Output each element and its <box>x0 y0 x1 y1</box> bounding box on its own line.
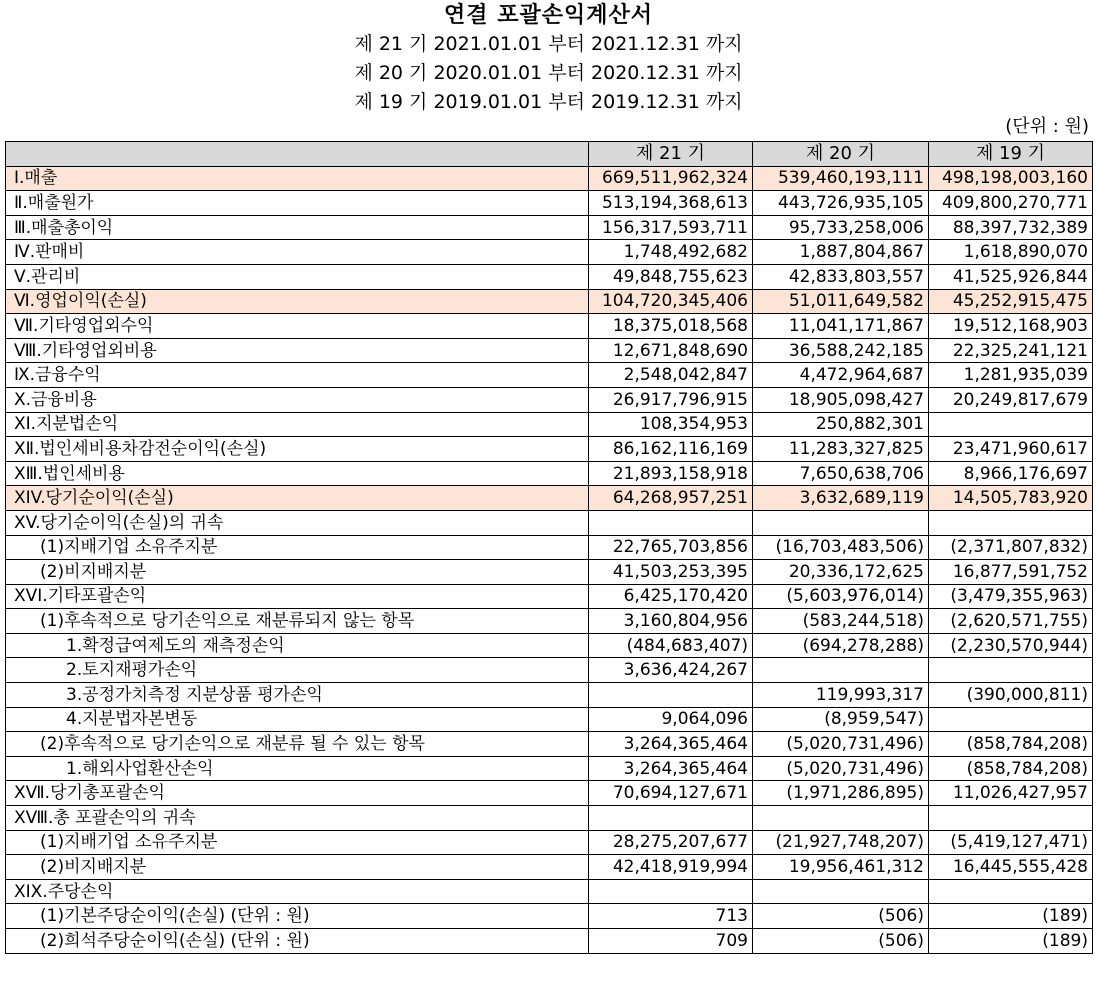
row-label: Ⅴ.관리비 <box>6 264 589 289</box>
table-row <box>6 806 1093 831</box>
table-row <box>6 437 1093 462</box>
row-value-21: 12,671,848,690 <box>589 338 753 363</box>
row-label: 1.확정급여제도의 재측정손익 <box>6 633 589 658</box>
row-label: (2)희석주당순이익(손실) (단위 : 원) <box>6 929 589 954</box>
table-body <box>6 166 1093 953</box>
row-value-20: 119,993,317 <box>753 683 929 708</box>
row-value-20: (8,959,547) <box>753 707 929 732</box>
table-row <box>6 879 1093 904</box>
row-label: 3.공정가치측정 지분상품 평가손익 <box>6 683 589 708</box>
row-value-20 <box>753 510 929 535</box>
row-label: (2)비지배지분 <box>6 560 589 585</box>
row-label: Ⅶ.기타영업외수익 <box>6 314 589 339</box>
row-value-19: 22,325,241,121 <box>929 338 1093 363</box>
table-row <box>6 732 1093 757</box>
row-value-21: 6,425,170,420 <box>589 584 753 609</box>
row-label: Ⅹ.금융비용 <box>6 387 589 412</box>
row-value-19: 23,471,960,617 <box>929 437 1093 462</box>
row-value-21: 513,194,368,613 <box>589 191 753 216</box>
table-row <box>6 756 1093 781</box>
row-value-19: 11,026,427,957 <box>929 781 1093 806</box>
row-value-20: 250,882,301 <box>753 412 929 437</box>
table-row <box>6 609 1093 634</box>
row-value-21: 49,848,755,623 <box>589 264 753 289</box>
row-value-21: 3,636,424,267 <box>589 658 753 683</box>
row-value-20: 443,726,935,105 <box>753 191 929 216</box>
row-value-19: 20,249,817,679 <box>929 387 1093 412</box>
row-label: (1)지배기업 소유주지분 <box>6 830 589 855</box>
row-value-21: 156,317,593,711 <box>589 215 753 240</box>
table-row <box>6 486 1093 511</box>
row-value-20: 18,905,098,427 <box>753 387 929 412</box>
row-label: Ⅱ.매출원가 <box>6 191 589 216</box>
row-value-21: 713 <box>589 904 753 929</box>
row-value-19: 19,512,168,903 <box>929 314 1093 339</box>
table-row <box>6 363 1093 388</box>
row-value-20: 11,041,171,867 <box>753 314 929 339</box>
table-row <box>6 855 1093 880</box>
row-value-19 <box>929 707 1093 732</box>
row-value-20 <box>753 658 929 683</box>
row-value-21: 86,162,116,169 <box>589 437 753 462</box>
row-value-21: 2,548,042,847 <box>589 363 753 388</box>
row-label: 1.해외사업환산손익 <box>6 756 589 781</box>
row-value-21: 9,064,096 <box>589 707 753 732</box>
table-row <box>6 510 1093 535</box>
row-value-21: 669,511,962,324 <box>589 166 753 191</box>
row-value-20: 42,833,803,557 <box>753 264 929 289</box>
table-row <box>6 683 1093 708</box>
row-value-19: (858,784,208) <box>929 756 1093 781</box>
row-label: XⅧ.총 포괄손익의 귀속 <box>6 806 589 831</box>
row-label: 2.토지재평가손익 <box>6 658 589 683</box>
row-value-20: (21,927,748,207) <box>753 830 929 855</box>
table-row <box>6 412 1093 437</box>
row-label: (2)후속적으로 당기손익으로 재분류 될 수 있는 항목 <box>6 732 589 757</box>
row-value-19: 1,281,935,039 <box>929 363 1093 388</box>
period-line-21: 제 21 기 2021.01.01 부터 2021.12.31 까지 <box>354 33 743 55</box>
row-value-21 <box>589 806 753 831</box>
row-value-21: 3,160,804,956 <box>589 609 753 634</box>
table-row <box>6 830 1093 855</box>
row-value-20 <box>753 879 929 904</box>
row-value-19 <box>929 806 1093 831</box>
statement-header <box>0 0 1097 117</box>
row-value-19: (2,230,570,944) <box>929 633 1093 658</box>
row-label: XⅢ.법인세비용 <box>6 461 589 486</box>
row-value-19 <box>929 658 1093 683</box>
period-line-20: 제 20 기 2020.01.01 부터 2020.12.31 까지 <box>354 62 743 84</box>
row-label: XⅦ.당기총포괄손익 <box>6 781 589 806</box>
table-row <box>6 633 1093 658</box>
row-value-21: 108,354,953 <box>589 412 753 437</box>
table-row <box>6 707 1093 732</box>
row-value-20: 36,588,242,185 <box>753 338 929 363</box>
row-value-20: (583,244,518) <box>753 609 929 634</box>
row-value-21: 3,264,365,464 <box>589 756 753 781</box>
row-label: (1)지배기업 소유주지분 <box>6 535 589 560</box>
row-value-19: (2,371,807,832) <box>929 535 1093 560</box>
row-value-20: 51,011,649,582 <box>753 289 929 314</box>
row-value-20: (506) <box>753 929 929 954</box>
period-line-19: 제 19 기 2019.01.01 부터 2019.12.31 까지 <box>354 91 743 113</box>
row-value-19: 45,252,915,475 <box>929 289 1093 314</box>
row-value-19: 16,877,591,752 <box>929 560 1093 585</box>
row-value-20: (16,703,483,506) <box>753 535 929 560</box>
row-value-21: 22,765,703,856 <box>589 535 753 560</box>
row-value-20: (5,603,976,014) <box>753 584 929 609</box>
row-label: XⅡ.법인세비용차감전순이익(손실) <box>6 437 589 462</box>
unit-label: (단위 : 원) <box>1005 116 1089 137</box>
row-value-19 <box>929 412 1093 437</box>
table-row <box>6 658 1093 683</box>
row-label: Ⅷ.기타영업외비용 <box>6 338 589 363</box>
row-value-21: 28,275,207,677 <box>589 830 753 855</box>
row-value-19: 8,966,176,697 <box>929 461 1093 486</box>
row-value-20: (694,278,288) <box>753 633 929 658</box>
income-statement-table <box>5 141 1093 954</box>
row-value-19: (189) <box>929 904 1093 929</box>
row-value-19: 41,525,926,844 <box>929 264 1093 289</box>
row-label: XIV.당기순이익(손실) <box>6 486 589 511</box>
row-value-19: (858,784,208) <box>929 732 1093 757</box>
row-value-20: 19,956,461,312 <box>753 855 929 880</box>
row-value-19: (390,000,811) <box>929 683 1093 708</box>
row-value-21: 70,694,127,671 <box>589 781 753 806</box>
row-label: Ⅲ.매출총이익 <box>6 215 589 240</box>
row-value-19: 16,445,555,428 <box>929 855 1093 880</box>
table-row <box>6 781 1093 806</box>
row-value-20: 3,632,689,119 <box>753 486 929 511</box>
row-value-20 <box>753 806 929 831</box>
row-label: (1)기본주당순이익(손실) (단위 : 원) <box>6 904 589 929</box>
header-cell-19: 제 19 기 <box>929 142 1093 167</box>
row-label: Ⅰ.매출 <box>6 166 589 191</box>
row-value-19: (3,479,355,963) <box>929 584 1093 609</box>
row-value-19: (189) <box>929 929 1093 954</box>
row-value-20: (506) <box>753 904 929 929</box>
table-row <box>6 240 1093 265</box>
row-value-19 <box>929 879 1093 904</box>
row-label: Ⅸ.금융수익 <box>6 363 589 388</box>
table-row <box>6 289 1093 314</box>
row-value-19: (2,620,571,755) <box>929 609 1093 634</box>
table-row <box>6 904 1093 929</box>
statement-title: 연결 포괄손익계산서 <box>444 3 653 28</box>
row-label: XIX.주당손익 <box>6 879 589 904</box>
row-label: (2)비지배지분 <box>6 855 589 880</box>
row-value-19: 1,618,890,070 <box>929 240 1093 265</box>
row-value-19: 14,505,783,920 <box>929 486 1093 511</box>
row-value-20: 4,472,964,687 <box>753 363 929 388</box>
row-value-20: (5,020,731,496) <box>753 732 929 757</box>
row-value-21: 21,893,158,918 <box>589 461 753 486</box>
table-row <box>6 560 1093 585</box>
row-label: XVI.기타포괄손익 <box>6 584 589 609</box>
row-value-21: 64,268,957,251 <box>589 486 753 511</box>
row-value-21 <box>589 879 753 904</box>
row-value-21: 1,748,492,682 <box>589 240 753 265</box>
row-value-21: 18,375,018,568 <box>589 314 753 339</box>
row-value-19 <box>929 510 1093 535</box>
row-value-19: (5,419,127,471) <box>929 830 1093 855</box>
table-row <box>6 535 1093 560</box>
row-value-20: 20,336,172,625 <box>753 560 929 585</box>
table-row <box>6 191 1093 216</box>
table-row <box>6 929 1093 954</box>
row-value-21 <box>589 510 753 535</box>
row-label: 4.지분법자본변동 <box>6 707 589 732</box>
row-label: (1)후속적으로 당기손익으로 재분류되지 않는 항목 <box>6 609 589 634</box>
row-label: Ⅵ.영업이익(손실) <box>6 289 589 314</box>
table-row <box>6 584 1093 609</box>
table-row <box>6 314 1093 339</box>
row-value-21: (484,683,407) <box>589 633 753 658</box>
row-value-21: 3,264,365,464 <box>589 732 753 757</box>
table-row <box>6 338 1093 363</box>
row-label: XI.지분법손익 <box>6 412 589 437</box>
table-row <box>6 264 1093 289</box>
row-value-20: 539,460,193,111 <box>753 166 929 191</box>
row-value-19: 498,198,003,160 <box>929 166 1093 191</box>
table-row <box>6 387 1093 412</box>
header-cell-21: 제 21 기 <box>589 142 753 167</box>
row-value-20: 1,887,804,867 <box>753 240 929 265</box>
row-label: Ⅳ.판매비 <box>6 240 589 265</box>
row-value-21: 709 <box>589 929 753 954</box>
row-value-20: 7,650,638,706 <box>753 461 929 486</box>
row-value-21 <box>589 683 753 708</box>
row-value-19: 409,800,270,771 <box>929 191 1093 216</box>
row-value-21: 41,503,253,395 <box>589 560 753 585</box>
row-value-21: 42,418,919,994 <box>589 855 753 880</box>
row-value-21: 104,720,345,406 <box>589 289 753 314</box>
row-value-20: (1,971,286,895) <box>753 781 929 806</box>
table-row <box>6 166 1093 191</box>
table-row <box>6 461 1093 486</box>
header-cell-label <box>6 142 589 167</box>
row-value-19: 88,397,732,389 <box>929 215 1093 240</box>
row-value-21: 26,917,796,915 <box>589 387 753 412</box>
row-value-20: 95,733,258,006 <box>753 215 929 240</box>
header-cell-20: 제 20 기 <box>753 142 929 167</box>
table-row <box>6 215 1093 240</box>
row-label: XV.당기순이익(손실)의 귀속 <box>6 510 589 535</box>
row-value-20: (5,020,731,496) <box>753 756 929 781</box>
row-value-20: 11,283,327,825 <box>753 437 929 462</box>
table-header-row <box>6 142 1093 167</box>
